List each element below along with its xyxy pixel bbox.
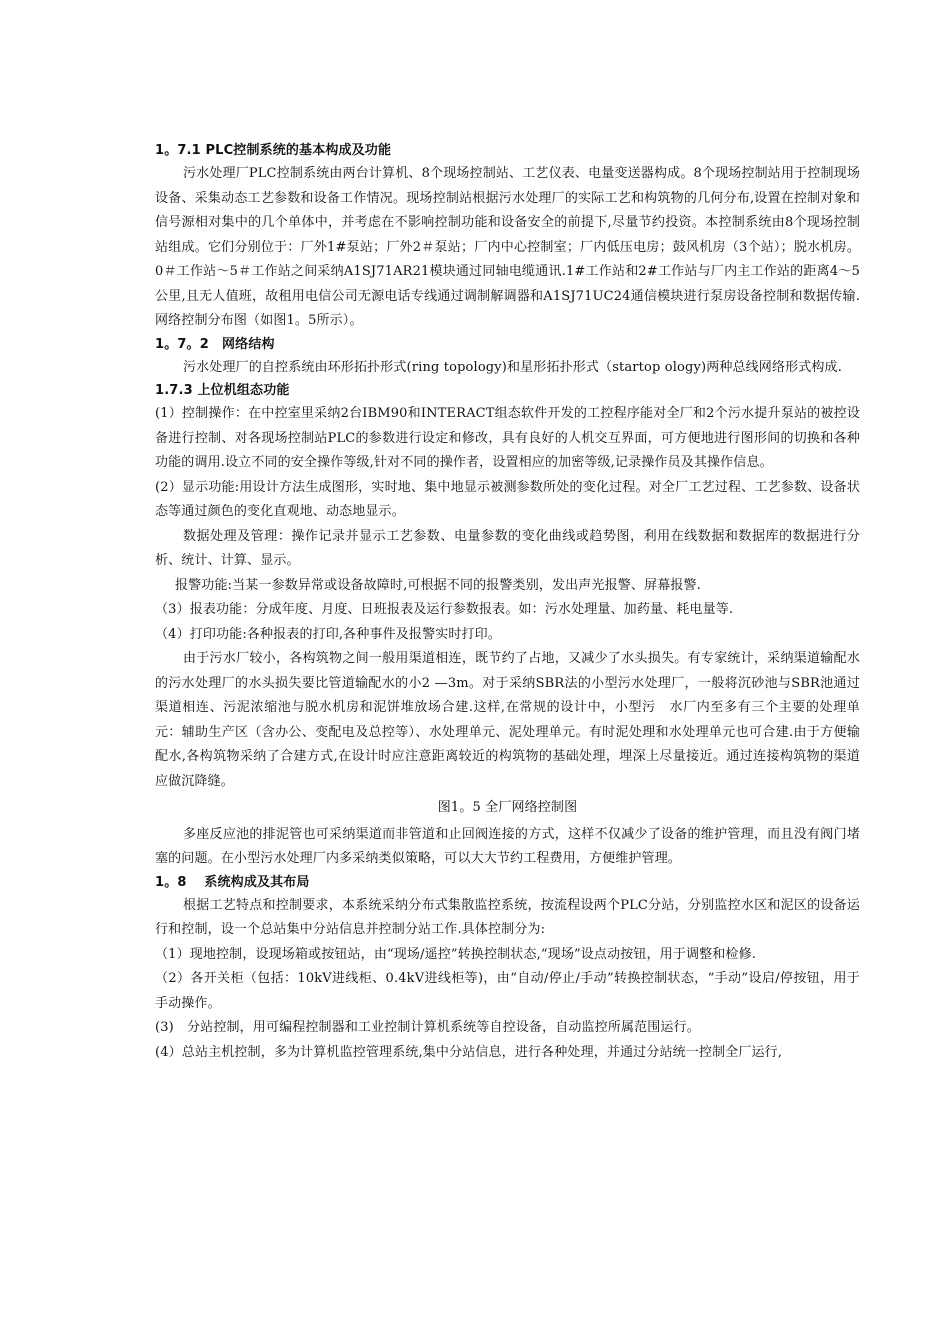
section-heading-1-7-2: 1。7。2 网络结构	[155, 336, 275, 352]
paragraph: 报警功能:当某一参数异常或设备故障时,可根据不同的报警类别，发出声光报警、屏幕报警.	[175, 577, 701, 593]
paragraph: （3）报表功能：分成年度、月度、日班报表及运行参数报表。如：污水处理量、加药量、耗电量等.	[155, 602, 734, 617]
section-heading-1-8: 1。8 系统构成及其布局	[155, 874, 310, 890]
figure-caption: 图1。5 全厂网络控制图	[437, 800, 578, 815]
paragraph: 污水处理厂PLC控制系统由两台计算机、8个现场控制站、工艺仪表、电量变送器构成。8个现场控制站用于控制现场设备、采集动态工艺参数和设备工作情况。现场控制站根据污水处理厂的实际工艺和构筑物的几何分布,设置在控制对象和信号源相对集中的几个单体中，并考虑在不影响控制功能和设备安全的前提下,尽量节约投资。本控制系统由8个现场控制站组成。它们分别位于：厂外1#泵站；厂外2＃泵站；厂内中心控制室；厂内低压电房；鼓风机房（3个站）；脱水机房。0＃工作站～5＃工作站之间采纳A1SJ71AR21模块通过同轴电缆通讯.1#工作站和2#工作站与厂内主工作站的距离4～5公里,且无人值班，故租用电信公司无源电话专线通过调制解调器和A1SJ71UC24通信模块进行泵房设备控制和数据传输.网络控制分布图（如图1。5所示）。	[155, 166, 860, 328]
paragraph: 污水处理厂的自控系统由环形拓扑形式(ring topology)和星形拓扑形式（startop ology)两种总线网络形式构成.	[183, 359, 842, 375]
section-heading-1-7-3: 1.7.3 上位机组态功能	[155, 383, 290, 398]
list-item: （1）现地控制，设现场箱或按钮站，由“现场/遥控”转换控制状态,“现场”设点动按钮，用于调整和检修.	[155, 946, 756, 962]
paragraph: (1）控制操作：在中控室里采纳2台IBM90和INTERACT组态软件开发的工控程序能对全厂和2个污水提升泵站的被控设备进行控制、对各现场控制站PLC的参数进行设定和修改，具有良好的人机交互界面，可方便地进行图形间的切换和各种功能的调用.设立不同的安全操作等级,针对不同的操作者，设置相应的加密等级,记录操作员及其操作信息。	[155, 406, 860, 470]
section-heading-1-7-1: 1。7.1 PLC控制系统的基本构成及功能	[155, 143, 392, 158]
paragraph: 数据处理及管理：操作记录并显示工艺参数、电量参数的变化曲线或趋势图，利用在线数据和数据库的数据进行分析、统计、计算、显示。	[155, 528, 860, 568]
paragraph: (2）显示功能:用设计方法生成图形，实时地、集中地显示被测参数所处的变化过程。对全厂工艺过程、工艺参数、设备状态等通过颜色的变化直观地、动态地显示。	[155, 479, 860, 519]
list-item: (3) 分站控制，用可编程控制器和工业控制计算机系统等自控设备，自动监控所属范围运行。	[155, 1020, 700, 1035]
paragraph: （4）打印功能:各种报表的打印,各种事件及报警实时打印。	[155, 626, 501, 642]
list-item: （2）各开关柜（包括：10kV进线柜、0.4kV进线柜等)，由“自动/停止/手动”转换控制状态，“手动”设启/停按钮，用于手动操作。	[155, 971, 860, 1011]
document-page	[155, 140, 860, 1065]
paragraph: 根据工艺特点和控制要求，本系统采纳分布式集散监控系统，按流程设两个PLC分站，分别监控水区和泥区的设备运行和控制，设一个总站集中分站信息并控制分站工作.具体控制分为:	[155, 897, 860, 937]
paragraph: 多座反应池的排泥管也可采纳渠道而非管道和止回阀连接的方式，这样不仅减少了设备的维护管理，而且没有阀门堵塞的问题。在小型污水处理厂内多采纳类似策略，可以大大节约工程费用，方便维护管理。	[155, 826, 860, 866]
list-item: (4）总站主机控制，多为计算机监控管理系统,集中分站信息，进行各种处理，并通过分站统一控制全厂运行,	[155, 1044, 783, 1060]
paragraph: 由于污水厂较小，各构筑物之间一般用渠道相连，既节约了占地，又减少了水头损失。有专家统计，采纳渠道输配水的污水处理厂的水头损失要比管道输配水的小2 —3m。对于采纳SBR法的小型污水处理厂，一般将沉砂池与SBR池通过渠道相连、污泥浓缩池与脱水机房和泥饼堆放场合建.这样,在常规的设计中，小型污 水厂内至多有三个主要的处理单元：辅助生产区（含办公、变配电及总控等）、水处理单元、泥处理单元。有时泥处理和水处理单元也可合建.由于方便输配水,各构筑物采纳了合建方式,在设计时应注意距离较近的构筑物的基础处理，埋深上尽量接近。通过连接构筑物的渠道应做沉降缝。	[155, 651, 860, 789]
